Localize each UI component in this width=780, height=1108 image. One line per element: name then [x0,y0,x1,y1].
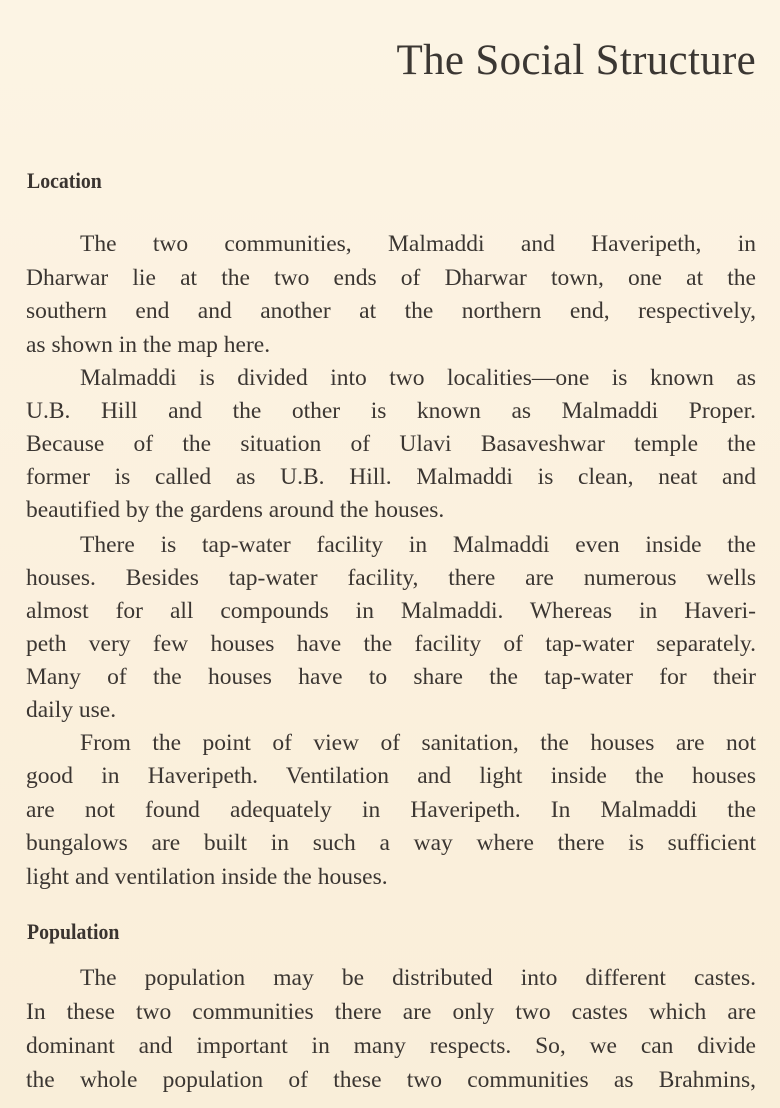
text-line: as shown in the map here. [26,332,271,358]
text-line: Many of the houses have to share the tap-water for their [26,664,756,690]
text-line: dominant and important in many respects. So, we can divide [26,1033,756,1059]
section-heading-location: Location [27,168,102,193]
text-line: almost for all compounds in Malmaddi. Whereas in Haveri- [26,598,756,624]
text-line: The population may be distributed into different castes. [80,965,756,991]
text-line: bungalows are built in such a way where there is sufficient [26,830,756,856]
text-line: From the point of view of sanitation, the houses are not [80,730,756,756]
text-line: beautified by the gardens around the houses. [26,497,445,523]
text-line: Because of the situation of Ulavi Basaveshwar temple the [26,431,756,457]
text-line: southern end and another at the northern end, respectively, [26,298,756,324]
text-line: the whole population of these two communities as Brahmins, [26,1067,756,1093]
text-line: peth very few houses have the facility of tap-water separately. [26,631,756,657]
text-line: Dharwar lie at the two ends of Dharwar town, one at the [26,265,756,291]
text-line: good in Haveripeth. Ventilation and light inside the houses [26,763,756,789]
text-line: light and ventilation inside the houses. [26,864,388,890]
text-line: houses. Besides tap-water facility, there are numerous wells [26,565,756,591]
chapter-title: The Social Structure [396,37,756,84]
text-line: U.B. Hill and the other is known as Malmaddi Proper. [26,398,756,424]
text-line: There is tap-water facility in Malmaddi even inside the [80,532,756,558]
text-line: The two communities, Malmaddi and Haveripeth, in [80,231,756,257]
text-line: are not found adequately in Haveripeth. In Malmaddi the [26,797,756,823]
text-line: Malmaddi is divided into two localities—one is known as [80,365,756,391]
text-line: In these two communities there are only two castes which are [26,999,756,1025]
text-line: former is called as U.B. Hill. Malmaddi is clean, neat and [26,464,756,490]
section-heading-population: Population [27,919,120,944]
text-line: daily use. [26,697,117,723]
